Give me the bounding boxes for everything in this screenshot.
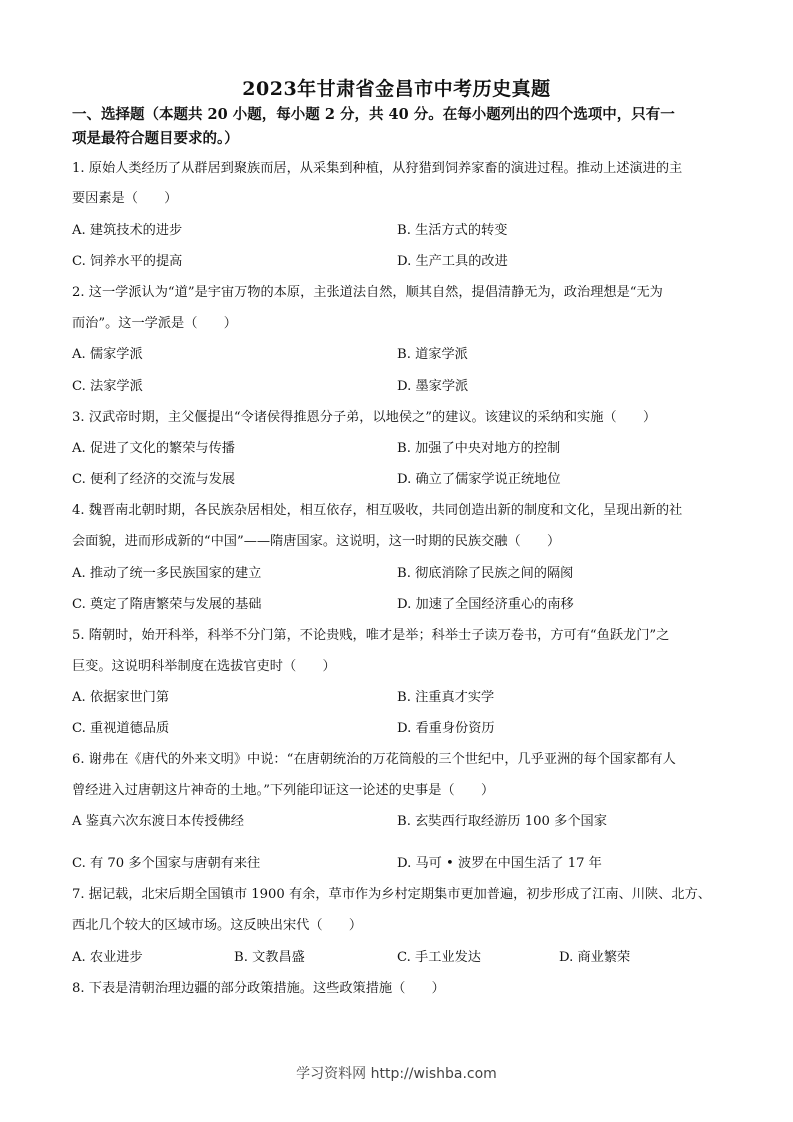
question-6-option-b: B. 玄奘西行取经游历 100 多个国家 <box>397 814 607 829</box>
question-4-option-d: D. 加速了全国经济重心的南移 <box>397 597 574 612</box>
page-footer: 学习资料网 http://wishba.com <box>296 1066 497 1082</box>
question-3-option-a: A. 促进了文化的繁荣与传播 <box>72 441 235 456</box>
question-1-option-d: D. 生产工具的改进 <box>397 254 508 269</box>
question-1-option-c: C. 饲养水平的提高 <box>72 254 183 269</box>
question-3-option-b: B. 加强了中央对地方的控制 <box>397 441 561 456</box>
question-1-option-a: A. 建筑技术的进步 <box>72 223 183 238</box>
question-6-stem-line1: 6. 谢弗在《唐代的外来文明》中说：“在唐朝统治的万花筒般的三个世纪中，几乎亚洲的每个国家都有人 <box>72 752 676 767</box>
question-4-option-a: A. 推动了统一多民族国家的建立 <box>72 566 262 581</box>
question-7-option-b: B. 文教昌盛 <box>234 950 305 965</box>
question-3-stem-line1: 3. 汉武帝时期，主父偃提出“令诸侯得推恩分子弟，以地侯之”的建议。该建议的采纳和实施（ ） <box>72 410 657 425</box>
question-2-option-a: A. 儒家学派 <box>72 347 143 362</box>
question-2-stem-line2: 而治”。这一学派是（ ） <box>72 316 237 331</box>
question-1-stem-line1: 1. 原始人类经历了从群居到聚族而居，从采集到种植，从狩猎到饲养家畜的演进过程。推动上述演进的主 <box>72 161 683 176</box>
question-3-option-d: D. 确立了儒家学说正统地位 <box>397 472 561 487</box>
question-1-stem-line2: 要因素是（ ） <box>72 191 178 206</box>
question-7-option-c: C. 手工业发达 <box>397 950 481 965</box>
question-8-stem-line1: 8. 下表是清朝治理边疆的部分政策措施。这些政策措施（ ） <box>72 981 445 996</box>
page-title: 2023年甘肃省金昌市中考历史真题 <box>242 78 551 100</box>
question-2-option-c: C. 法家学派 <box>72 379 143 394</box>
question-4-option-b: B. 彻底消除了民族之间的隔阂 <box>397 566 574 581</box>
question-7-option-a: A. 农业进步 <box>72 950 143 965</box>
question-5-option-b: B. 注重真才实学 <box>397 690 495 705</box>
question-3-option-c: C. 便利了经济的交流与发展 <box>72 472 236 487</box>
question-5-stem-line1: 5. 隋朝时，始开科举，科举不分门第，不论贵贱，唯才是举；科举士子读万卷书，方可有“鱼跃龙门”之 <box>72 628 670 643</box>
question-5-stem-line2: 巨变。这说明科举制度在选拔官吏时（ ） <box>72 659 336 674</box>
question-5-option-d: D. 看重身份资历 <box>397 721 495 736</box>
question-5-option-a: A. 依据家世门第 <box>72 690 170 705</box>
question-2-option-d: D. 墨家学派 <box>397 379 469 394</box>
question-6-stem-line2: 曾经进入过唐朝这片神奇的土地。”下列能印证这一论述的史事是（ ） <box>72 783 495 798</box>
question-2-option-b: B. 道家学派 <box>397 347 468 362</box>
question-7-stem-line1: 7. 据记载，北宋后期全国镇市 1900 有余，草市作为乡村定期集市更加普遍，初步形成了江南、川陕、北方、 <box>72 887 711 902</box>
question-4-stem-line1: 4. 魏晋南北朝时期，各民族杂居相处，相互依存，相互吸收，共同创造出新的制度和文化，呈现出新的社 <box>72 503 683 518</box>
question-7-stem-line2: 西北几个较大的区域市场。这反映出宋代（ ） <box>72 918 363 933</box>
question-6-option-d: D. 马可 • 波罗在中国生活了 17 年 <box>397 856 602 871</box>
question-4-stem-line2: 会面貌，进而形成新的“中国”——隋唐国家。这说明，这一时期的民族交融（ ） <box>72 534 561 549</box>
question-2-stem-line1: 2. 这一学派认为“道”是宇宙万物的本原，主张道法自然，顺其自然，提倡清静无为，政治理想是“无为 <box>72 285 663 300</box>
section-heading-line1: 一、选择题（本题共 20 小题，每小题 2 分，共 40 分。在每小题列出的四个选项中，只有一 <box>72 106 675 123</box>
section-heading-line2: 项是最符合题目要求的。） <box>72 130 239 147</box>
question-6-option-c: C. 有 70 多个国家与唐朝有来往 <box>72 856 261 871</box>
question-4-option-c: C. 奠定了隋唐繁荣与发展的基础 <box>72 597 262 612</box>
question-5-option-c: C. 重视道德品质 <box>72 721 170 736</box>
question-7-option-d: D. 商业繁荣 <box>559 950 631 965</box>
question-6-option-a: A 鉴真六次东渡日本传授佛经 <box>72 814 244 829</box>
question-1-option-b: B. 生活方式的转变 <box>397 223 508 238</box>
